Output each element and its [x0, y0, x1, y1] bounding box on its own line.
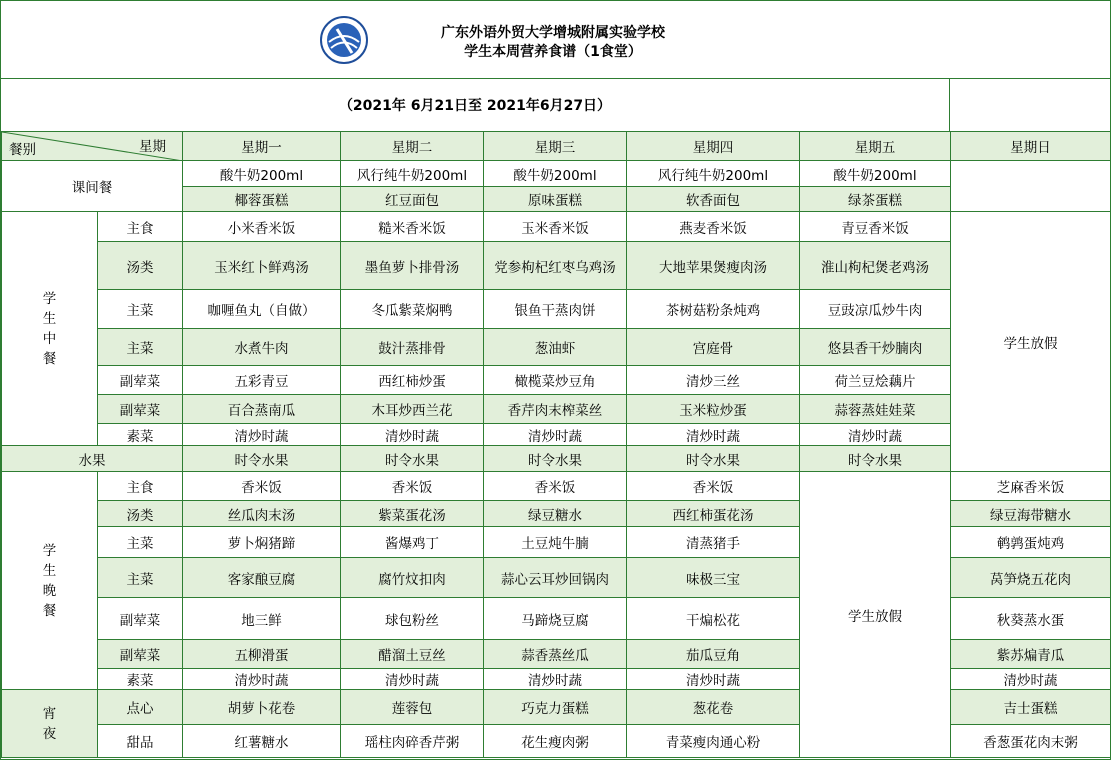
menu-cell: 墨鱼萝卜排骨汤: [341, 242, 484, 290]
corner-cell: [2, 132, 183, 161]
menu-cell: 荷兰豆烩藕片: [800, 366, 951, 395]
menu-cell: 蒜香蒸丝瓜: [484, 640, 627, 669]
menu-cell: 玉米香米饭: [484, 212, 627, 242]
menu-cell: 茶树菇粉条炖鸡: [627, 290, 800, 329]
dish-type: 汤类: [98, 242, 183, 290]
meal-label-night: [2, 690, 98, 758]
dish-type: 素菜: [98, 424, 183, 446]
dish-type: 主菜: [98, 558, 183, 598]
menu-cell: 青豆香米饭: [800, 212, 951, 242]
menu-cell: 吉士蛋糕: [951, 690, 1111, 725]
menu-cell: 绿豆糖水: [484, 501, 627, 527]
school-name: 广东外语外贸大学增城附属实验学校: [441, 25, 665, 41]
meal-label-fruit: 水果: [2, 446, 183, 472]
lunch-row: [2, 242, 1111, 290]
menu-cell: 风行纯牛奶200ml: [341, 161, 484, 187]
menu-cell: 清炒时蔬: [484, 424, 627, 446]
menu-cell: 巧克力蛋糕: [484, 690, 627, 725]
menu-cell: 干煸松花: [627, 598, 800, 640]
menu-cell: 原味蛋糕: [484, 187, 627, 212]
divider: [949, 78, 950, 131]
menu-cell: 糙米香米饭: [341, 212, 484, 242]
menu-cell: 清炒时蔬: [627, 669, 800, 690]
menu-cell: 莴笋烧五花肉: [951, 558, 1111, 598]
dish-type: 素菜: [98, 669, 183, 690]
menu-cell: 淮山枸杞煲老鸡汤: [800, 242, 951, 290]
menu-cell: 水煮牛肉: [183, 329, 341, 366]
header: [1, 1, 1110, 79]
dish-type: 副荤菜: [98, 598, 183, 640]
lunch-row: [2, 329, 1111, 366]
menu-cell: 软香面包: [627, 187, 800, 212]
menu-cell: 酸牛奶200ml: [484, 161, 627, 187]
dish-type: 副荤菜: [98, 366, 183, 395]
dish-type: 主食: [98, 472, 183, 501]
lunch-row: [2, 366, 1111, 395]
menu-cell: 清炒时蔬: [183, 669, 341, 690]
menu-cell: 风行纯牛奶200ml: [627, 161, 800, 187]
menu-cell: 鼓汁蒸排骨: [341, 329, 484, 366]
menu-cell: 绿茶蛋糕: [800, 187, 951, 212]
menu-cell: 党参枸杞红枣乌鸡汤: [484, 242, 627, 290]
lunch-row: [2, 395, 1111, 424]
menu-cell: 时令水果: [627, 446, 800, 472]
fruit-row: [2, 446, 1111, 472]
lunch-row: [2, 290, 1111, 329]
menu-table: [1, 131, 1111, 758]
menu-cell: 豆豉凉瓜炒牛肉: [800, 290, 951, 329]
menu-cell: 燕麦香米饭: [627, 212, 800, 242]
menu-cell: 萝卜焖猪蹄: [183, 527, 341, 558]
corner-meal-label: 餐别: [9, 142, 36, 158]
menu-cell: 时令水果: [800, 446, 951, 472]
sunday-empty-cell: [951, 161, 1111, 212]
menu-cell: 鹌鹑蛋炖鸡: [951, 527, 1111, 558]
lunch-row: [2, 424, 1111, 446]
menu-cell: 球包粉丝: [341, 598, 484, 640]
dish-type: 副荤菜: [98, 395, 183, 424]
dish-type: 主菜: [98, 329, 183, 366]
menu-cell: 时令水果: [183, 446, 341, 472]
menu-cell: 茄瓜豆角: [627, 640, 800, 669]
menu-cell: 冬瓜紫菜焖鸭: [341, 290, 484, 329]
menu-cell: 红薯糖水: [183, 725, 341, 758]
menu-cell: 大地苹果煲瘦肉汤: [627, 242, 800, 290]
menu-cell: 香米饭: [627, 472, 800, 501]
menu-cell: 清炒时蔬: [183, 424, 341, 446]
menu-cell: 清炒时蔬: [484, 669, 627, 690]
menu-cell: 地三鲜: [183, 598, 341, 640]
menu-cell: 清炒三丝: [627, 366, 800, 395]
menu-cell: 青菜瘦肉通心粉: [627, 725, 800, 758]
menu-cell: 醋溜土豆丝: [341, 640, 484, 669]
day-header: 星期四: [627, 132, 800, 161]
menu-cell: 蒜蓉蒸娃娃菜: [800, 395, 951, 424]
menu-cell: 葱油虾: [484, 329, 627, 366]
menu-cell: 银鱼干蒸肉饼: [484, 290, 627, 329]
menu-cell: 香米饭: [183, 472, 341, 501]
menu-cell: 香米饭: [341, 472, 484, 501]
menu-cell: 五柳滑蛋: [183, 640, 341, 669]
menu-cell: 清蒸猪手: [627, 527, 800, 558]
meal-label-dinner: [2, 472, 98, 690]
menu-cell: 时令水果: [484, 446, 627, 472]
menu-cell: 清炒时蔬: [951, 669, 1111, 690]
menu-subtitle: 学生本周营养食谱（1食堂）: [464, 44, 642, 60]
date-row: [1, 78, 1110, 132]
menu-cell: 百合蒸南瓜: [183, 395, 341, 424]
dish-type: 主菜: [98, 290, 183, 329]
menu-cell: 秋葵蒸水蛋: [951, 598, 1111, 640]
day-header: 星期五: [800, 132, 951, 161]
menu-cell: 咖喱鱼丸（自做）: [183, 290, 341, 329]
menu-cell: 西红柿蛋花汤: [627, 501, 800, 527]
school-logo: [319, 15, 369, 65]
dinner-label: 学生晚餐: [42, 542, 57, 619]
menu-cell: 西红柿炒蛋: [341, 366, 484, 395]
menu-cell: 芝麻香米饭: [951, 472, 1111, 501]
menu-cell: 香米饭: [484, 472, 627, 501]
day-header: 星期二: [341, 132, 484, 161]
lunch-label: 学生中餐: [42, 290, 57, 367]
corner-day-label: 星期: [139, 139, 166, 155]
day-header: 星期三: [484, 132, 627, 161]
menu-cell: 小米香米饭: [183, 212, 341, 242]
menu-cell: 蒜心云耳炒回锅肉: [484, 558, 627, 598]
menu-cell: 清炒时蔬: [800, 424, 951, 446]
menu-cell: 瑶柱肉碎香芹粥: [341, 725, 484, 758]
menu-cell: 椰蓉蛋糕: [183, 187, 341, 212]
menu-cell: 绿豆海带糖水: [951, 501, 1111, 527]
menu-cell: 红豆面包: [341, 187, 484, 212]
dinner-row: [2, 472, 1111, 501]
dish-type: 汤类: [98, 501, 183, 527]
menu-cell: 玉米粒炒蛋: [627, 395, 800, 424]
menu-cell: 马蹄烧豆腐: [484, 598, 627, 640]
menu-cell: 宫庭骨: [627, 329, 800, 366]
menu-cell: 莲蓉包: [341, 690, 484, 725]
menu-cell: 客家酿豆腐: [183, 558, 341, 598]
date-range: （2021年 6月21日至 2021年6月27日）: [338, 98, 612, 114]
menu-cell: 酸牛奶200ml: [183, 161, 341, 187]
menu-cell: 香葱蛋花肉末粥: [951, 725, 1111, 758]
menu-cell: 花生瘦肉粥: [484, 725, 627, 758]
menu-cell: 腐竹炆扣肉: [341, 558, 484, 598]
dish-type: 甜品: [98, 725, 183, 758]
menu-cell: 酱爆鸡丁: [341, 527, 484, 558]
meal-label-snack: 课间餐: [2, 161, 183, 212]
friday-dinner-holiday: 学生放假: [800, 472, 951, 758]
menu-cell: 葱花卷: [627, 690, 800, 725]
menu-cell: 五彩青豆: [183, 366, 341, 395]
day-header: 星期一: [183, 132, 341, 161]
menu-cell: 紫菜蛋花汤: [341, 501, 484, 527]
menu-cell: 橄榄菜炒豆角: [484, 366, 627, 395]
menu-cell: 丝瓜肉末汤: [183, 501, 341, 527]
night-label: 宵夜: [42, 705, 57, 742]
menu-cell: 悠县香干炒腩肉: [800, 329, 951, 366]
menu-cell: 紫苏煸青瓜: [951, 640, 1111, 669]
menu-cell: 时令水果: [341, 446, 484, 472]
snack-row: [2, 161, 1111, 187]
menu-cell: 土豆炖牛腩: [484, 527, 627, 558]
menu-cell: 香芹肉末榨菜丝: [484, 395, 627, 424]
menu-cell: 酸牛奶200ml: [800, 161, 951, 187]
menu-cell: 玉米红卜鲜鸡汤: [183, 242, 341, 290]
menu-cell: 清炒时蔬: [341, 669, 484, 690]
menu-cell: 胡萝卜花卷: [183, 690, 341, 725]
sunday-lunch-holiday: 学生放假: [951, 212, 1111, 472]
dish-type: 主菜: [98, 527, 183, 558]
dish-type: 副荤菜: [98, 640, 183, 669]
dish-type: 主食: [98, 212, 183, 242]
dish-type: 点心: [98, 690, 183, 725]
menu-cell: 木耳炒西兰花: [341, 395, 484, 424]
menu-cell: 清炒时蔬: [627, 424, 800, 446]
menu-cell: 清炒时蔬: [341, 424, 484, 446]
meal-label-lunch: [2, 212, 98, 446]
table-header-row: [2, 132, 1111, 161]
day-header: 星期日: [951, 132, 1111, 161]
lunch-row: [2, 212, 1111, 242]
menu-cell: 味极三宝: [627, 558, 800, 598]
